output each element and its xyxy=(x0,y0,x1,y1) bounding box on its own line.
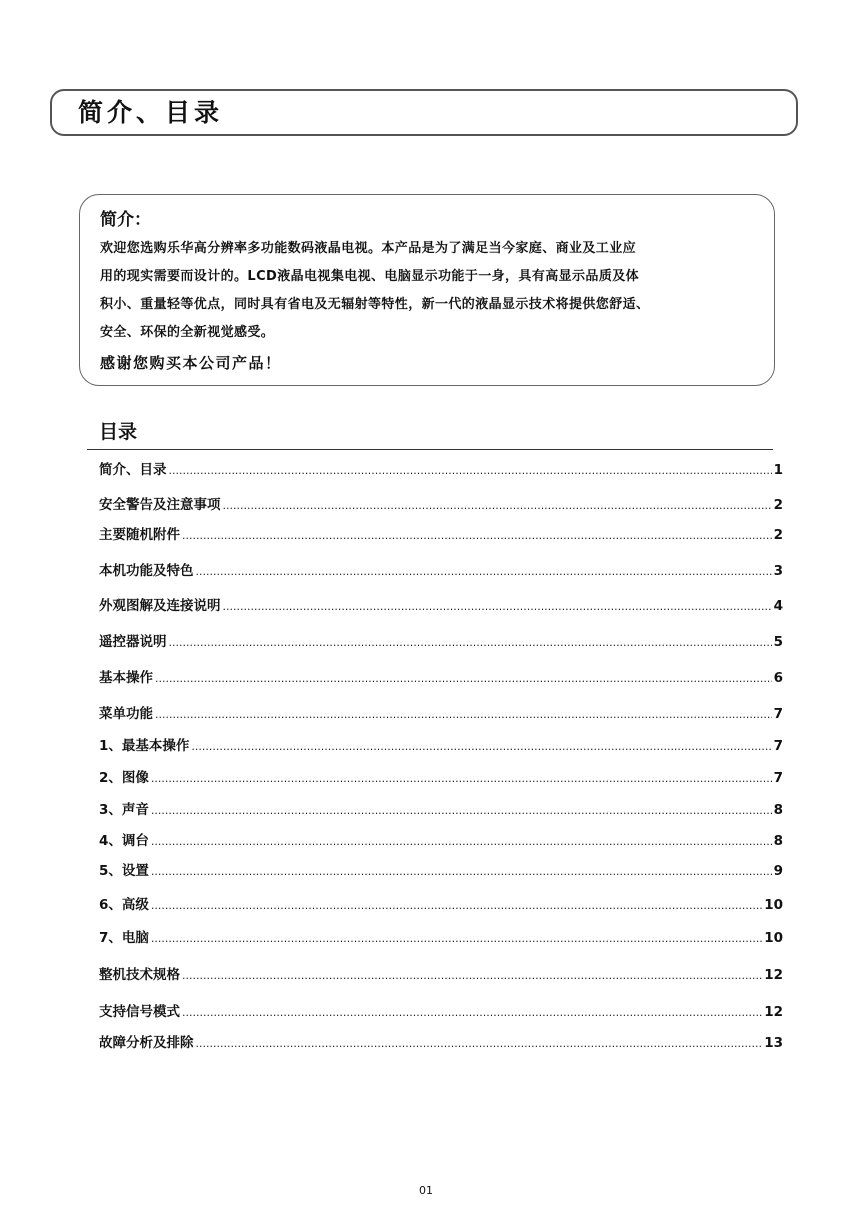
toc-entry-page: 10 xyxy=(764,930,783,946)
intro-line: 积小、重量轻等优点，同时具有省电及无辐射等特性，新一代的液晶显示技术将提供您舒适、 xyxy=(100,297,650,312)
toc-leader-dots xyxy=(151,863,772,881)
toc-entry-page: 3 xyxy=(773,563,783,579)
toc-entry-label: 6、高级 xyxy=(99,897,149,913)
toc-entry xyxy=(99,705,783,724)
page-number: 01 xyxy=(419,1184,433,1197)
toc-entry xyxy=(99,496,783,515)
toc-leader-dots xyxy=(169,462,772,480)
toc-leader-dots xyxy=(223,497,772,515)
intro-body xyxy=(100,235,760,347)
toc-entry-label: 1、最基本操作 xyxy=(99,738,190,754)
intro-heading: 简介： xyxy=(100,210,151,230)
toc-entry-page: 1 xyxy=(773,462,783,478)
toc-entry xyxy=(99,929,783,948)
toc-entry-page: 12 xyxy=(764,967,783,983)
toc-entry-page: 10 xyxy=(764,897,783,913)
toc-divider xyxy=(87,449,773,450)
toc-leader-dots xyxy=(182,1004,762,1022)
toc-entry-page: 6 xyxy=(773,670,783,686)
toc-entry-page: 5 xyxy=(773,634,783,650)
toc-leader-dots xyxy=(151,802,772,820)
toc-entry-label: 5、设置 xyxy=(99,863,149,879)
toc-entry-page: 2 xyxy=(773,497,783,513)
toc-entry xyxy=(99,526,783,545)
toc-entry-page: 4 xyxy=(773,598,783,614)
intro-line: 安全、环保的全新视觉感受。 xyxy=(100,325,275,340)
toc-entry-page: 13 xyxy=(764,1035,783,1051)
toc-leader-dots xyxy=(151,897,762,915)
toc-entry-page: 9 xyxy=(773,863,783,879)
toc-leader-dots xyxy=(155,706,772,724)
toc-entry-label: 安全警告及注意事项 xyxy=(99,497,221,513)
toc-entry-label: 主要随机附件 xyxy=(99,527,180,543)
toc-entry-page: 7 xyxy=(773,770,783,786)
toc-entry xyxy=(99,597,783,616)
toc-entry-label: 2、图像 xyxy=(99,770,149,786)
toc-leader-dots xyxy=(169,634,772,652)
toc-entry-label: 整机技术规格 xyxy=(99,967,180,983)
toc-heading: 目录 xyxy=(99,421,138,443)
toc-entry-label: 外观图解及连接说明 xyxy=(99,598,221,614)
toc-entry-page: 8 xyxy=(773,833,783,849)
toc-leader-dots xyxy=(182,967,762,985)
intro-line: 欢迎您选购乐华高分辨率多功能数码液晶电视。本产品是为了满足当今家庭、商业及工业应 xyxy=(100,241,637,256)
toc-entry-label: 简介、目录 xyxy=(99,462,167,478)
toc-entry xyxy=(99,801,783,820)
toc-entry-label: 菜单功能 xyxy=(99,706,153,722)
toc-leader-dots xyxy=(223,598,772,616)
toc-entry-label: 本机功能及特色 xyxy=(99,563,194,579)
toc-leader-dots xyxy=(191,738,771,756)
toc-entry xyxy=(99,633,783,652)
toc-entry-page: 2 xyxy=(773,527,783,543)
toc-entry xyxy=(99,737,783,756)
toc-entry-page: 8 xyxy=(773,802,783,818)
toc-entry xyxy=(99,966,783,985)
intro-line: 用的现实需要而设计的。LCD液晶电视集电视、电脑显示功能于一身，具有高显示品质及体 xyxy=(100,269,640,284)
toc-entry-label: 7、电脑 xyxy=(99,930,149,946)
toc-entry xyxy=(99,832,783,851)
toc-leader-dots xyxy=(196,563,772,581)
toc-leader-dots xyxy=(151,930,762,948)
toc-leader-dots xyxy=(196,1035,763,1053)
toc-entry-page: 7 xyxy=(773,706,783,722)
section-header xyxy=(50,89,798,136)
toc-entry-label: 3、声音 xyxy=(99,802,149,818)
intro-panel xyxy=(79,194,775,386)
toc-entry xyxy=(99,1034,783,1053)
toc-entry xyxy=(99,862,783,881)
toc-entry xyxy=(99,896,783,915)
toc-entry-page: 12 xyxy=(764,1004,783,1020)
toc-entry xyxy=(99,669,783,688)
toc-entry xyxy=(99,769,783,788)
toc-entry-label: 4、调台 xyxy=(99,833,149,849)
toc-leader-dots xyxy=(151,833,772,851)
toc-leader-dots xyxy=(151,770,772,788)
toc-entry-label: 遥控器说明 xyxy=(99,634,167,650)
toc-entry xyxy=(99,562,783,581)
toc-entry-page: 7 xyxy=(773,738,783,754)
toc-entry xyxy=(99,461,783,480)
toc-entry xyxy=(99,1003,783,1022)
toc-entry-label: 支持信号模式 xyxy=(99,1004,180,1020)
section-title: 简介、目录 xyxy=(78,98,224,127)
toc-entry-label: 故障分析及排除 xyxy=(99,1035,194,1051)
intro-thanks: 感谢您购买本公司产品！ xyxy=(100,354,282,372)
toc-leader-dots xyxy=(155,670,772,688)
toc-leader-dots xyxy=(182,527,772,545)
toc-entry-label: 基本操作 xyxy=(99,670,153,686)
